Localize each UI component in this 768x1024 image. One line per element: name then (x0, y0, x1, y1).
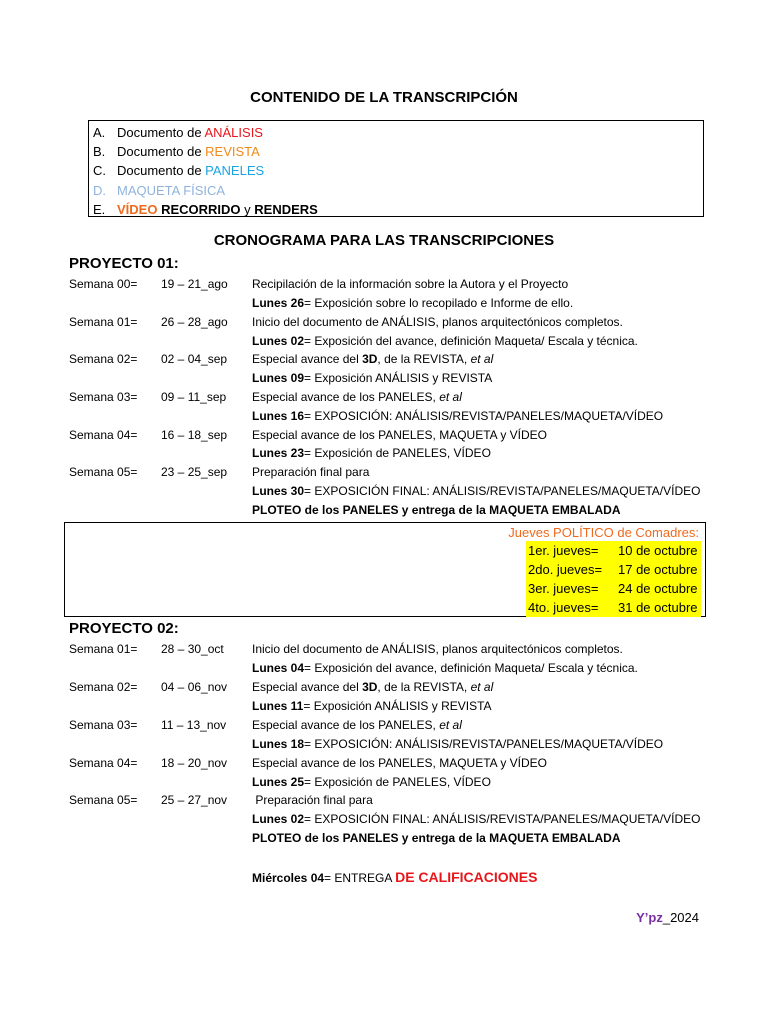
exposition-text: = Exposición del avance, definición Maqueta/ Escala y técnica. (304, 334, 638, 348)
signature-name: Y’pz (636, 910, 663, 925)
jueves-date: 17 de octubre (618, 562, 698, 577)
week-task: Inicio del documento de ANÁLISIS, planos arquitectónicos completos. (252, 315, 623, 329)
jueves-row (526, 560, 701, 579)
jueves-box (64, 522, 706, 617)
exposition-day: Lunes 25 (252, 775, 305, 789)
week-dates: 25 – 27_nov (161, 793, 228, 807)
exposition-text: = Exposición de PANELES, VÍDEO (304, 775, 491, 789)
jueves-row (526, 598, 701, 617)
week-task: Especial avance de los PANELES, et al (252, 718, 462, 732)
proyecto-01-title: PROYECTO 01: (69, 255, 179, 272)
jueves-row (526, 541, 701, 560)
contenido-list (88, 120, 704, 217)
exposition-text: = EXPOSICIÓN FINAL: ANÁLISIS/REVISTA/PANELES/MAQUETA/VÍDEO (304, 484, 701, 498)
week-label: Semana 05= (69, 465, 138, 479)
list-text: RECORRIDO (157, 201, 241, 217)
week-label: Semana 01= (69, 315, 138, 329)
week-label: Semana 05= (69, 793, 138, 807)
exposition-day: Lunes 02 (252, 334, 305, 348)
exposition-day: Lunes 23 (252, 446, 305, 460)
week-dates: 26 – 28_ago (161, 315, 228, 329)
list-letter: E. (93, 201, 106, 217)
week-dates: 11 – 13_nov (161, 718, 227, 732)
ploteo-line: PLOTEO de los PANELES y entrega de la MAQUETA EMBALADA (252, 831, 621, 845)
week-task: Especial avance de los PANELES, MAQUETA y VÍDEO (252, 428, 548, 442)
week-label: Semana 03= (69, 390, 138, 404)
signature-year: _2024 (662, 910, 699, 925)
jueves-date: 31 de octubre (618, 600, 698, 615)
week-task: Especial avance del 3D, de la REVISTA, et al (252, 680, 494, 694)
exposition-day: Lunes 16 (252, 409, 305, 423)
list-item-d (93, 181, 703, 200)
signature (636, 908, 699, 927)
week-dates: 19 – 21_ago (161, 277, 228, 291)
week-label: Semana 03= (69, 718, 138, 732)
exposition-text: = EXPOSICIÓN: ANÁLISIS/REVISTA/PANELES/MAQUETA/VÍDEO (304, 737, 664, 751)
week-task: Preparación final para (252, 793, 373, 807)
proyecto-02-title: PROYECTO 02: (69, 620, 179, 637)
list-item-a (93, 123, 703, 142)
list-letter: B. (93, 144, 106, 160)
list-key: VÍDEO (117, 201, 158, 217)
jueves-title: Jueves POLÍTICO de Comadres: (508, 525, 699, 540)
week-dates: 04 – 06_nov (161, 680, 228, 694)
week-task: Especial avance del 3D, de la REVISTA, et al (252, 352, 494, 366)
exposition-day: Lunes 04 (252, 661, 305, 675)
exposition-text: = Exposición ANÁLISIS y REVISTA (304, 371, 493, 385)
exposition-day: Lunes 11 (252, 699, 304, 713)
week-task: Inicio del documento de ANÁLISIS, planos arquitectónicos completos. (252, 642, 623, 656)
contenido-title: CONTENIDO DE LA TRANSCRIPCIÓN (250, 89, 518, 106)
week-label: Semana 02= (69, 352, 138, 366)
exposition-day: Lunes 09 (252, 371, 305, 385)
exposition-text: = Exposición del avance, definición Maqueta/ Escala y técnica. (304, 661, 638, 675)
exposition-text: = Exposición sobre lo recopilado e Informe de ello. (304, 296, 574, 310)
list-key: ANÁLISIS (204, 125, 263, 140)
week-dates: 23 – 25_sep (161, 465, 228, 479)
exposition-day: Lunes 26 (252, 296, 305, 310)
list-key: REVISTA (205, 144, 260, 160)
list-letter: C. (93, 163, 106, 179)
week-task: Especial avance de los PANELES, et al (252, 390, 462, 404)
jueves-row (526, 579, 701, 598)
list-item-b (93, 142, 703, 161)
entrega-highlight: DE CALIFICACIONES (395, 869, 538, 885)
week-label: Semana 02= (69, 680, 138, 694)
list-text: Documento de (117, 125, 205, 140)
list-text: y (240, 201, 255, 217)
list-key: PANELES (205, 163, 265, 179)
week-dates: 18 – 20_nov (161, 756, 228, 770)
exposition-text: = Exposición de PANELES, VÍDEO (304, 446, 491, 460)
week-label: Semana 04= (69, 428, 138, 442)
list-text: Documento de (117, 163, 206, 179)
exposition-text: = Exposición ANÁLISIS y REVISTA (303, 699, 492, 713)
jueves-label: 2do. jueves= (528, 562, 603, 577)
list-item-c (93, 161, 703, 180)
list-text: RENDERS (254, 201, 318, 217)
week-dates: 02 – 04_sep (161, 352, 228, 366)
week-dates: 28 – 30_oct (161, 642, 224, 656)
exposition-day: Lunes 18 (252, 737, 305, 751)
cronograma-title: CRONOGRAMA PARA LAS TRANSCRIPCIONES (213, 232, 555, 249)
ploteo-line: PLOTEO de los PANELES y entrega de la MAQUETA EMBALADA (252, 503, 621, 517)
jueves-date: 10 de octubre (618, 543, 698, 558)
week-task: Recipilación de la información sobre la Autora y el Proyecto (252, 277, 569, 291)
jueves-label: 1er. jueves= (528, 543, 599, 558)
week-dates: 09 – 11_sep (161, 390, 227, 404)
list-letter: D. (93, 182, 106, 198)
week-label: Semana 00= (69, 277, 138, 291)
exposition-text: = EXPOSICIÓN: ANÁLISIS/REVISTA/PANELES/MAQUETA/VÍDEO (304, 409, 664, 423)
jueves-date: 24 de octubre (618, 581, 698, 596)
exposition-text: = EXPOSICIÓN FINAL: ANÁLISIS/REVISTA/PANELES/MAQUETA/VÍDEO (304, 812, 701, 826)
week-label: Semana 04= (69, 756, 138, 770)
jueves-label: 4to. jueves= (528, 600, 599, 615)
exposition-day: Lunes 02 (252, 812, 305, 826)
entrega-day: Miércoles 04 (252, 871, 325, 885)
week-label: Semana 01= (69, 642, 138, 656)
jueves-label: 3er. jueves= (528, 581, 599, 596)
week-task: Preparación final para (252, 465, 370, 479)
exposition-day: Lunes 30 (252, 484, 305, 498)
list-item-e (93, 200, 703, 219)
list-text: Documento de (117, 144, 206, 160)
week-task: Especial avance de los PANELES, MAQUETA y VÍDEO (252, 756, 548, 770)
entrega-line (252, 868, 537, 888)
entrega-text: = ENTREGA (324, 871, 396, 885)
week-dates: 16 – 18_sep (161, 428, 228, 442)
list-key: MAQUETA FÍSICA (117, 182, 226, 198)
list-letter: A. (93, 125, 106, 140)
